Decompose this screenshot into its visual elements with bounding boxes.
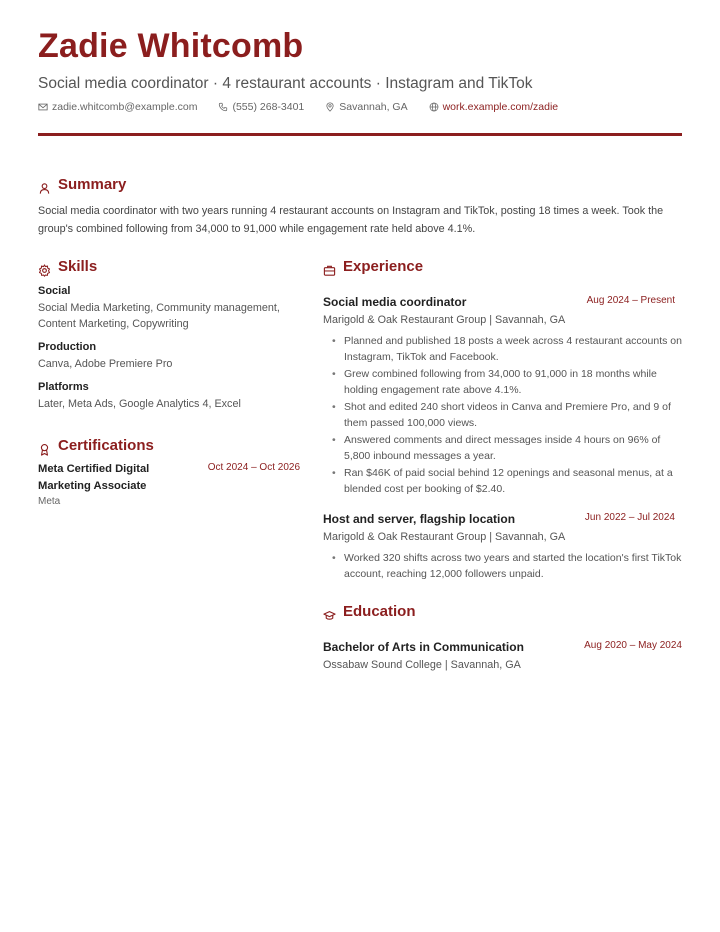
mail-icon (38, 102, 48, 112)
phone-icon (218, 102, 228, 112)
briefcase-icon (323, 264, 336, 277)
skill-items: Later, Meta Ads, Google Analytics 4, Excel (38, 398, 241, 410)
skill-category: Production (38, 341, 97, 353)
summary-text: Social media coordinator with two years running 4 restaurant accounts on Instagram and TikTok, posting 18 times a week. Took the group's combined following from 34,000 to 91,000 while engagement rate held above 4.1%. (38, 205, 664, 235)
experience-section (323, 258, 685, 583)
school-name: Ossabaw Sound College | Savannah, GA (323, 659, 521, 671)
summary-heading (38, 176, 684, 194)
location-pin-icon (325, 102, 335, 112)
phone-text: (555) 268-3401 (232, 101, 305, 113)
job-dates: Aug 2024 – Present (586, 295, 675, 306)
skills-section (38, 258, 300, 412)
contact-phone[interactable] (218, 100, 304, 114)
skill-category: Platforms (38, 381, 89, 393)
job-title: Host and server, flagship location (323, 512, 516, 526)
job-bullet: • Shot and edited 240 short videos in Canva and Premiere Pro, and 9 of them passed 100,000 views. (323, 399, 685, 431)
job-bullet: • Worked 320 shifts across two years and started the location's first TikTok account, reaching 12,000 followers unpaid. (323, 550, 685, 582)
experience-title: Experience (343, 258, 424, 275)
skill-items: Canva, Adobe Premiere Pro (38, 358, 173, 370)
job-dates: Jun 2022 – Jul 2024 (584, 512, 675, 523)
contact-bar (38, 100, 579, 114)
education-section (323, 603, 685, 673)
candidate-name: Zadie Whitcomb (38, 27, 304, 65)
location-text: Savannah, GA (339, 101, 408, 113)
skills-heading (38, 258, 300, 276)
summary-section (38, 176, 684, 238)
job-bullet: • Ran $46K of paid social behind 12 openings and seasonal menus, at a blended cost per booking of $2.40. (323, 465, 685, 497)
email-text: zadie.whitcomb@example.com (52, 101, 198, 113)
education-title: Education (343, 603, 416, 620)
degree-title: Bachelor of Arts in Communication (323, 640, 524, 654)
contact-email[interactable] (38, 100, 197, 114)
gear-icon (38, 264, 51, 277)
job-title: Social media coordinator (323, 295, 467, 309)
education-entry (323, 639, 685, 673)
job-entry (323, 294, 685, 497)
experience-heading (323, 258, 685, 276)
award-ribbon-icon (38, 443, 51, 456)
skill-group (38, 284, 300, 332)
summary-title: Summary (58, 176, 127, 193)
skill-group (38, 380, 300, 412)
job-organization: Marigold & Oak Restaurant Group | Savannah, GA (323, 314, 566, 326)
certifications-section (38, 437, 300, 509)
contact-website[interactable] (429, 100, 559, 114)
contact-location (325, 100, 407, 114)
job-bullet: • Grew combined following from 34,000 to 91,000 in 18 months while holding engagement rate above 4.1%. (323, 366, 685, 398)
skill-category: Social (38, 285, 71, 297)
certification-name: Meta Certified Digital Marketing Associate (38, 463, 150, 492)
job-bullets (323, 333, 685, 497)
education-heading (323, 603, 685, 621)
person-icon (38, 182, 51, 195)
education-dates: Aug 2020 – May 2024 (584, 640, 682, 651)
certification-dates: Oct 2024 – Oct 2026 (207, 462, 300, 473)
certifications-heading (38, 437, 300, 455)
headline: Social media coordinator · 4 restaurant accounts · Instagram and TikTok (38, 75, 533, 92)
skill-group (38, 340, 300, 372)
certification-item (38, 461, 300, 509)
skill-items: Social Media Marketing, Community management, Content Marketing, Copywriting (38, 302, 280, 330)
job-bullets (323, 550, 685, 582)
job-bullet: • Answered comments and direct messages inside 4 hours on 96% of 5,800 inbound messages a year. (323, 432, 685, 464)
header-divider (38, 133, 682, 136)
job-entry (323, 511, 685, 582)
job-bullet: • Planned and published 18 posts a week across 4 restaurant accounts on Instagram, TikTok and Facebook. (323, 333, 685, 365)
job-organization: Marigold & Oak Restaurant Group | Savannah, GA (323, 531, 566, 543)
globe-icon (429, 102, 439, 112)
certifications-title: Certifications (58, 437, 154, 454)
website-link[interactable]: work.example.com/zadie (442, 101, 559, 113)
skills-title: Skills (58, 258, 98, 275)
graduation-cap-icon (323, 609, 336, 622)
certification-issuer: Meta (38, 496, 61, 507)
